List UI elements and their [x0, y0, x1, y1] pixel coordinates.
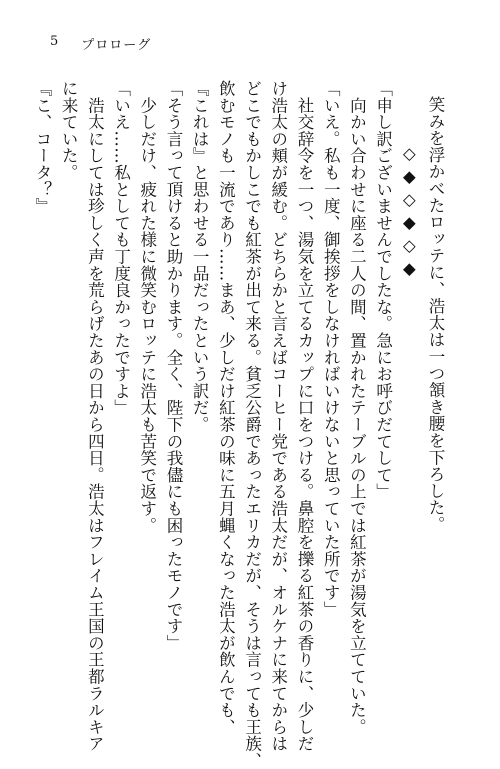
- text-line: に来ていた。: [59, 80, 79, 181]
- text-line: 『こ、コータ？』: [32, 80, 52, 215]
- text-line: どこでもかしこでも紅茶が出て来る。貧乏公爵であったエリカだが、そうは言っても王族、: [242, 80, 262, 769]
- text-line: 社交辞令を一つ、湯気を立てるカップに口をつける。鼻腔を擽る紅茶の香りに、少しだ: [294, 80, 314, 752]
- text-line: け浩太の頬が緩む。どちらかと言えばコーヒー党である浩太だが、オルケナに来てからは: [268, 80, 288, 752]
- text-line: 「いえ。私も一度、御挨拶をしなければいけないと思っていた所です」: [321, 80, 341, 618]
- text-line: 「そう言って頂けると助かります。全く、陛下の我儘にも困ったモノです」: [163, 80, 183, 652]
- text-line: 浩太にしては珍しく声を荒らげたあの日から四日。浩太はフレイム王国の王都ラルキア: [85, 80, 105, 752]
- vertical-text-body: [29, 80, 448, 769]
- text-line: 向かい合わせに座る二人の間、置かれたテーブルの上では紅茶が湯気を立てていた。: [347, 80, 367, 736]
- page-number: 5: [50, 34, 60, 49]
- page-header: [50, 34, 151, 53]
- text-line: 「申し訳ございませんでしたな。急にお呼びだてして」: [373, 80, 393, 500]
- chapter-title: プロローグ: [81, 38, 152, 53]
- text-line: 「いえ……私としても丁度良かったですよ」: [111, 80, 131, 416]
- text-line: 『これは』と思わせる一品だったという訳だ。: [190, 80, 210, 433]
- text-line: 笑みを浮かべたロッテに、浩太は一つ頷き腰を下ろした。: [426, 96, 445, 533]
- section-divider: ◇◆◇◆◇◆: [399, 144, 419, 282]
- text-line: 少しだけ、疲れた様に微笑むロッテに浩太も苦笑で返す。: [137, 80, 157, 534]
- text-line: 飲むモノも一流であり……まあ、少しだけ紅茶の味に五月蝿くなった浩太が飲んでも、: [216, 80, 236, 736]
